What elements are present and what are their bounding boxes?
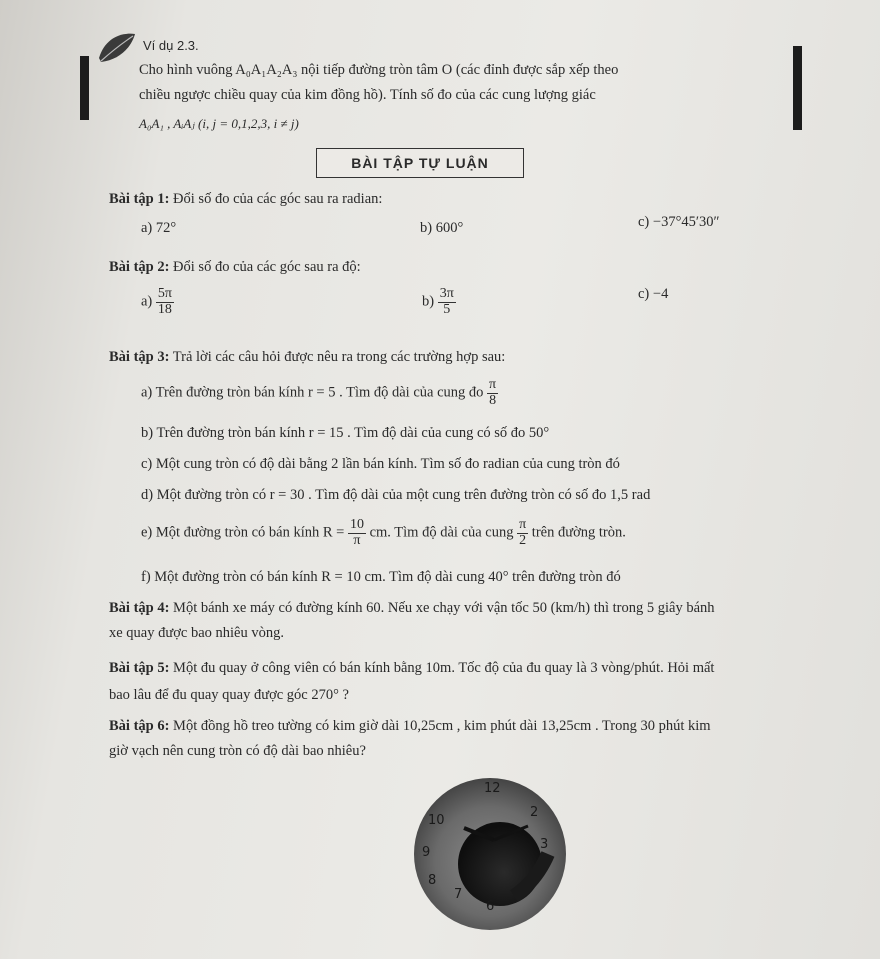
exercise-2-b-label: b) [422,293,435,310]
clock-number-8: 8 [428,873,437,888]
clock-number-6: 6 [486,899,495,914]
exercise-5-line-1 [109,660,714,677]
clock-number-3: 3 [540,837,549,852]
right-border-bar [793,46,802,130]
exercise-3-b: b) Trên đường tròn bán kính r = 15 . Tìm độ dài của cung có số đo 50° [141,425,550,441]
fraction-denominator: 18 [157,301,172,317]
example-heading: Ví dụ 2.3. [143,38,199,53]
exercise-3-a-text: a) Trên đường tròn bán kính r = 5 . Tìm độ dài của cung đo [141,384,484,401]
exercise-5-line-2: bao lâu để đu quay quay được góc 270° ? [109,687,349,703]
exercise-6-line-2: giờ vạch nên cung tròn có độ dài bao nhiêu? [109,743,366,759]
exercise-3-f: f) Một đường tròn có bán kính R = 10 cm. Tìm độ dài cung 40° trên đường tròn đó [141,569,621,585]
exercise-1-text: Đổi số đo của các góc sau ra radian: [173,191,383,207]
exercise-2-a-label: a) [141,293,153,310]
fraction-numerator: π [519,517,527,532]
exercise-3 [109,349,505,366]
exercise-1-a: a) 72° [141,220,177,236]
example-line-2: chiều ngược chiều quay của kim đồng hồ). Tính số đo của các cung lượng giác [139,87,596,103]
exercise-2 [109,259,361,276]
section-title: BÀI TẬP TỰ LUẬN [316,148,524,178]
exercise-6-line-1 [109,718,711,735]
wall-clock-illustration [402,772,572,932]
fraction-denominator: π [353,532,361,548]
exercise-2-a [141,287,174,317]
clock-number-9: 9 [422,845,431,860]
exercise-4-line-1 [109,600,715,617]
exercise-3-e-pre: e) Một đường tròn có bán kính R = [141,524,345,541]
fraction-5pi-18 [156,287,174,317]
exercise-3-label: Bài tập 3: [109,349,170,365]
exercise-2-text: Đổi số đo của các góc sau ra độ: [173,259,361,275]
exercise-3-c: c) Một cung tròn có độ dài bằng 2 lần bán kính. Tìm số đo radian của cung tròn đó [141,456,620,472]
fraction-numerator: 5π [157,286,172,301]
exercise-3-d: d) Một đường tròn có r = 30 . Tìm độ dài của một cung trên đường tròn có số đo 1,5 rad [141,487,651,503]
exercise-3-a [141,378,498,408]
exercise-2-b [422,287,456,317]
exercise-6-text: Một đồng hồ treo tường có kim giờ dài 10,25cm , kim phút dài 13,25cm . Trong 30 phút kim [173,718,711,734]
fraction-numerator: 10 [349,517,364,532]
exercise-3-e-post: trên đường tròn. [531,524,626,541]
exercise-5-text: Một đu quay ở công viên có bán kính bằng 10m. Tốc độ của đu quay là 3 vòng/phút. Hỏi mất [173,660,715,676]
example-line-3: A₀A₁ , AᵢAⱼ (i, j = 0,1,2,3, i ≠ j) [139,116,299,131]
exercise-4-line-2: xe quay được bao nhiêu vòng. [109,625,284,641]
fraction-denominator: 5 [443,301,451,317]
exercise-1-b: b) 600° [420,220,464,236]
exercise-3-e [141,518,626,548]
leaf-icon [95,28,139,68]
fraction-10-pi [348,518,366,548]
fraction-pi-8 [487,378,498,408]
clock-inner-disc [458,822,542,906]
fraction-numerator: π [489,377,497,392]
exercise-1-c: c) −37°45′30″ [638,214,720,230]
fraction-pi-2 [517,518,528,548]
clock-number-7: 7 [454,887,463,902]
exercise-1 [109,191,382,208]
fraction-3pi-5 [438,287,456,317]
exercise-5-label: Bài tập 5: [109,660,170,676]
fraction-denominator: 2 [519,532,527,548]
exercise-3-text: Trả lời các câu hỏi được nêu ra trong các trường hợp sau: [172,349,506,365]
exercise-4-label: Bài tập 4: [109,600,170,616]
exercise-2-c: c) −4 [638,286,669,302]
left-border-bar [80,56,89,120]
clock-number-10: 10 [428,813,445,828]
clock-number-2: 2 [530,805,539,820]
exercise-4-text: Một bánh xe máy có đường kính 60. Nếu xe chạy với vận tốc 50 (km/h) thì trong 5 giây bánh [173,600,715,616]
exercise-1-label: Bài tập 1: [109,191,170,207]
fraction-denominator: 8 [489,392,497,408]
exercise-3-e-mid: cm. Tìm độ dài của cung [369,524,514,541]
exercise-2-label: Bài tập 2: [109,259,170,275]
fraction-numerator: 3π [439,286,454,301]
example-line-1: Cho hình vuông A₀A₁A₂A₃ nội tiếp đường tròn tâm O (các đỉnh được sắp xếp theo [139,62,619,78]
clock-number-12: 12 [484,781,501,796]
exercise-6-label: Bài tập 6: [109,718,170,734]
